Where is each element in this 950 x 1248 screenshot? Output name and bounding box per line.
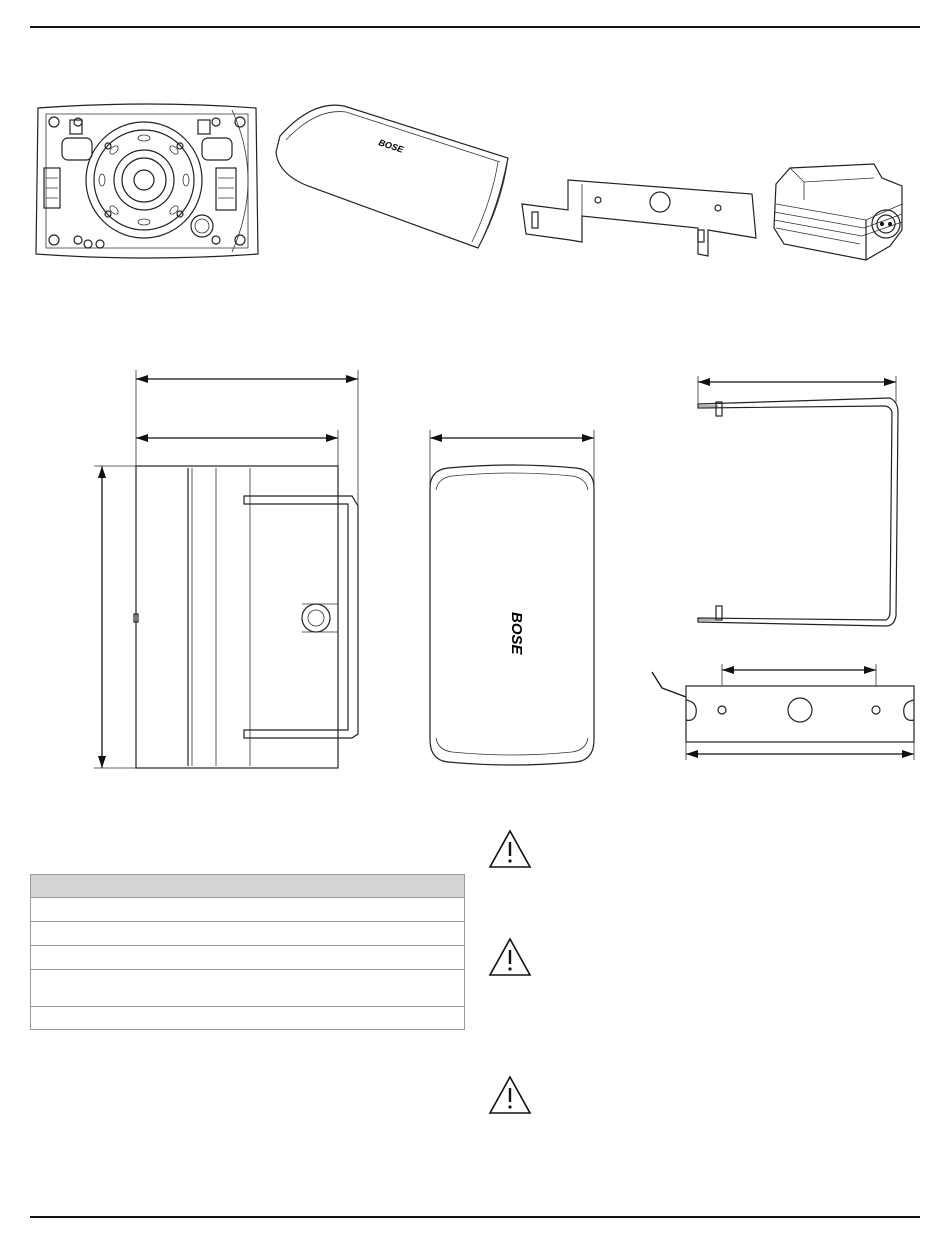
bracket-front-dimension-drawing (650, 660, 920, 764)
table-row (31, 1007, 465, 1030)
bose-logo-text-front: BOSE (508, 612, 525, 655)
specifications-table (30, 874, 465, 1030)
bottom-rule (30, 1216, 920, 1218)
table-cell (31, 946, 248, 970)
table-cell (248, 946, 465, 970)
table-cell (248, 922, 465, 946)
table-header-cell (31, 875, 465, 898)
table-row (31, 946, 465, 970)
table-cell (31, 1007, 248, 1030)
table-row (31, 922, 465, 946)
table-cell (248, 898, 465, 922)
warning-triangle-icon (487, 1074, 533, 1116)
table-cell (31, 970, 248, 1007)
bose-logo-text: BOSE (377, 137, 405, 155)
table-row (31, 898, 465, 922)
table-cell (31, 922, 248, 946)
bracket-side-dimension-drawing (690, 372, 905, 634)
terminal-cover-illustration (770, 160, 912, 264)
top-rule (30, 26, 920, 28)
front-view-dimension-drawing (426, 428, 602, 774)
side-view-dimension-drawing (90, 366, 370, 776)
u-bracket-illustration (512, 172, 762, 262)
table-cell (248, 1007, 465, 1030)
table-cell (31, 898, 248, 922)
table-cell (248, 970, 465, 1007)
grille-illustration (272, 100, 512, 250)
warning-triangle-icon (487, 936, 533, 978)
speaker-front-no-grille-illustration (32, 100, 262, 262)
table-row (31, 970, 465, 1007)
table-header-row (31, 875, 465, 898)
warning-triangle-icon (487, 828, 533, 870)
